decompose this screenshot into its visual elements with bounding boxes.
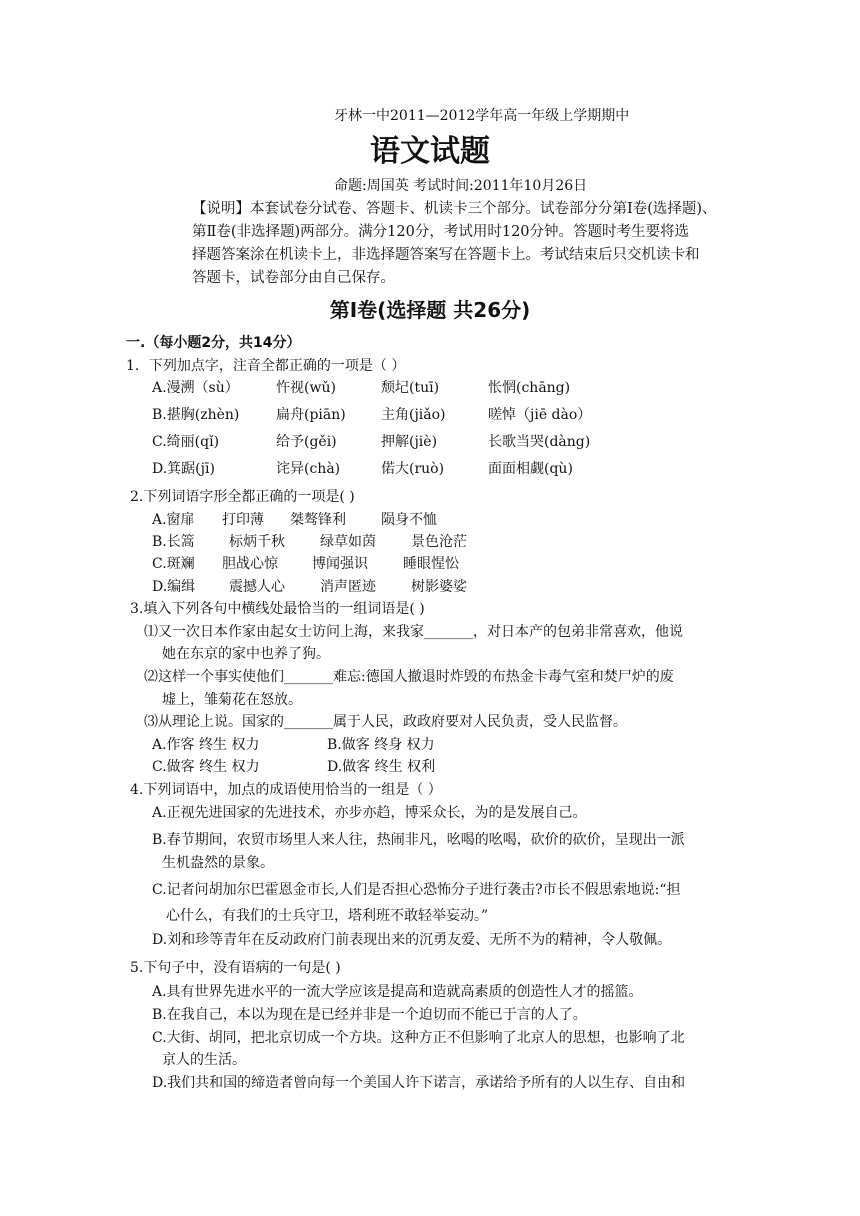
- instructions-line-1: 【说明】本套试卷分试卷、答题卡、机读卡三个部分。试卷部分分第Ⅰ卷(选择题)、: [192, 201, 717, 217]
- q1-a3: 颓圮(tuī): [381, 380, 440, 396]
- q1-a2: 忤视(wǔ): [276, 380, 336, 396]
- q1-c4: 长歌当哭(dàng): [488, 434, 591, 450]
- q2-d2: 震撼人心: [229, 579, 285, 595]
- q2-b4: 景色沧茫: [411, 534, 467, 550]
- q3-sentence-2b: 墟上，雏菊花在怒放。: [162, 692, 302, 708]
- q2-a2: 打印薄: [222, 512, 264, 528]
- q1-d4: 面面相觑(qù): [488, 461, 573, 477]
- q4-option-a: A.正视先进国家的先进技术，亦步亦趋，博采众长，为的是发展自己。: [152, 805, 587, 821]
- q4-option-b-line-2: 生机盎然的景象。: [162, 855, 274, 871]
- q1-c1: C.绮丽(qǐ): [152, 434, 220, 450]
- q1-d1: D.箕踞(jī): [152, 461, 215, 477]
- q2-b2: 标炳千秋: [229, 534, 285, 550]
- school-line: 牙林一中2011—2012学年高一年级上学期期中: [334, 108, 630, 124]
- q4-option-c-line-2: 心什么，有我们的士兵守卫，塔利班不敢轻举妄动。”: [166, 908, 489, 924]
- q2-stem: 2.下列词语字形全都正确的一项是( ): [130, 489, 355, 505]
- instructions-line-3: 择题答案涂在机读卡上，非选择题答案写在答题卡上。考试结束后只交机读卡和: [192, 247, 700, 263]
- q2-a1: A.窗扉: [152, 512, 195, 528]
- q3-sentence-1b: 她在东京的家中也养了狗。: [162, 646, 330, 662]
- q2-a3: 桀骜锋利: [290, 512, 346, 528]
- q2-b3: 绿草如茵: [320, 534, 376, 550]
- q1-c3: 押解(jiè): [381, 434, 438, 450]
- q3-option-c: C.做客 终生 权力: [152, 759, 260, 775]
- instructions-line-2: 第Ⅱ卷(非选择题)两部分。满分120分，考试用时120分钟。答题时考生要将选: [192, 224, 690, 240]
- q5-stem: 5.下句子中，没有语病的一句是( ): [130, 960, 341, 976]
- q2-d4: 树影婆娑: [411, 579, 467, 595]
- q1-b1: B.揕胸(zhèn): [152, 407, 240, 423]
- q1-a4: 怅惘(chāng): [488, 380, 571, 396]
- q2-d1: D.编缉: [152, 579, 196, 595]
- exam-title: 语文试题: [370, 134, 490, 169]
- q5-option-d: D.我们共和国的缔造者曾向每一个美国人许下诺言，承诺给予所有的人以生存、自由和: [152, 1075, 686, 1091]
- q2-c1: C.斑斓: [152, 556, 195, 572]
- volume-title: 第Ⅰ卷(选择题 共26分): [329, 298, 531, 322]
- q1-b2: 扁舟(piān): [276, 407, 346, 423]
- q2-c3: 博闻强识: [312, 556, 368, 572]
- q2-a4: 陨身不恤: [381, 512, 437, 528]
- q3-option-b: B.做客 终身 权力: [327, 737, 435, 753]
- q4-option-c-line-1: C.记者问胡加尔巴霍恩金市长,人们是否担心恐怖分子进行袭击?市长不假思索地说:“担: [152, 882, 681, 898]
- q3-sentence-1a: ⑴又一次日本作家由起女士访问上海，来我家_______，对日本产的包弟非常喜欢，他说: [144, 624, 683, 640]
- q1-d2: 诧异(chà): [276, 461, 341, 477]
- section-one-heading: 一.（每小题2分，共14分）: [126, 335, 301, 351]
- q2-d3: 消声匿迹: [320, 579, 376, 595]
- q3-option-a: A.作客 终生 权力: [152, 737, 260, 753]
- q3-stem: 3.填入下列各句中横线处最恰当的一组词语是( ): [130, 601, 425, 617]
- author-and-date: 命题:周国英 考试时间:2011年10月26日: [334, 178, 588, 194]
- q3-sentence-3: ⑶从理论上说。国家的_______属于人民，政政府要对人民负责，受人民监督。: [144, 714, 627, 730]
- q5-option-c-line-1: C.大街、胡同，把北京切成一个方块。这种方正不但影响了北京人的思想，也影响了北: [152, 1030, 685, 1046]
- q2-c4: 睡眼惺忪: [403, 556, 459, 572]
- q1-b3: 主角(jiǎo): [381, 407, 446, 423]
- q2-b1: B.长篙: [152, 534, 195, 550]
- q1-stem: 1．下列加点字，注音全都正确的一项是（ ）: [126, 358, 406, 374]
- instructions-line-4: 答题卡，试卷部分由自己保存。: [192, 270, 395, 286]
- q5-option-b: B.在我自己，本以为现在是已经并非是一个迫切而不能已于言的人了。: [152, 1007, 587, 1023]
- q4-stem: 4.下列词语中，加点的成语使用恰当的一组是（ ）: [130, 782, 442, 798]
- q5-option-c-line-2: 京人的生活。: [162, 1052, 246, 1068]
- q4-option-d: D.刘和珍等青年在反动政府门前表现出来的沉勇友爱、无所不为的精神，令人敬佩。: [152, 932, 672, 948]
- q1-c2: 给予(gěi): [276, 434, 337, 450]
- q5-option-a: A.具有世界先进水平的一流大学应该是提高和造就高素质的创造性人才的摇篮。: [152, 984, 643, 1000]
- q1-d3: 偌大(ruò): [381, 461, 445, 477]
- q3-option-d: D.做客 终生 权利: [327, 759, 436, 775]
- q4-option-b-line-1: B.春节期间，农贸市场里人来人往，热闹非凡，吆喝的吆喝，砍价的砍价，呈现出一派: [152, 832, 685, 848]
- q1-a1: A.漫溯（sù）: [152, 380, 239, 396]
- q3-sentence-2a: ⑵这样一个事实使他们_______难忘:德国人撤退时炸毁的布热金卡毒气室和焚尸炉的废: [144, 669, 674, 685]
- q2-c2: 胆战心惊: [222, 556, 278, 572]
- q1-b4: 嗟悼（jiē dào）: [488, 407, 592, 423]
